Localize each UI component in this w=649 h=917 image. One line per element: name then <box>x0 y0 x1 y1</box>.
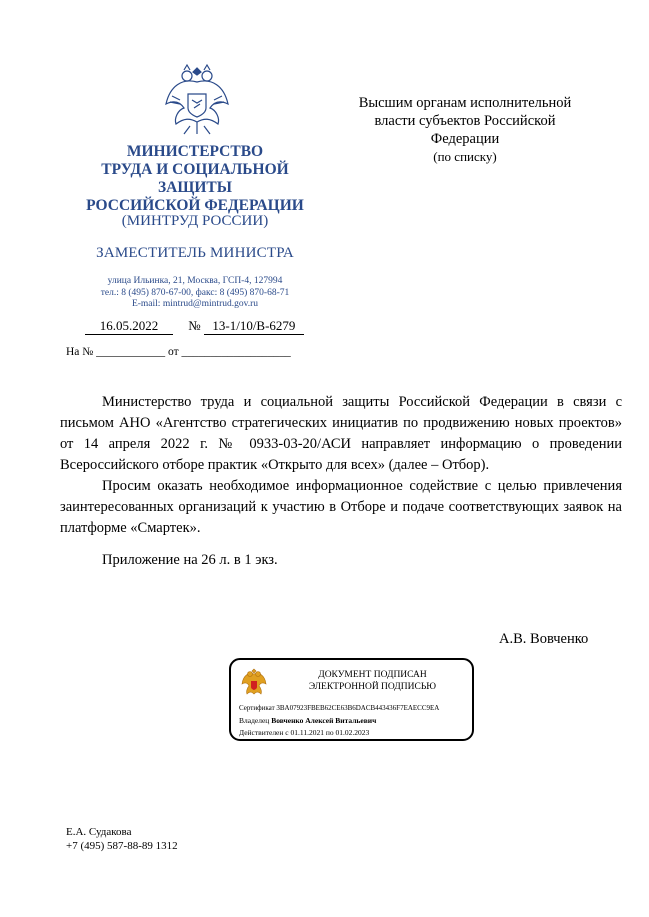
owner-label: Владелец <box>239 716 270 725</box>
stamp-title-line: ДОКУМЕНТ ПОДПИСАН <box>318 670 427 680</box>
body-paragraph: Министерство труда и социальной защиты Российской Федерации в связи с письмом АНО «Агентство стратегических инициатив по продвижению новых проектов» от 14 апреля 2022 г. № 0933-03-20/АСИ направляет информацию о проведении Всероссийского отборе практик «Открыто для всех» (далее – Отбор). <box>60 394 622 473</box>
ministry-line: ЗАЩИТЫ <box>157 179 232 196</box>
signer-name: А.В. Вовченко <box>499 631 589 647</box>
stamp-owner <box>239 716 376 725</box>
number-label: № <box>188 318 201 333</box>
valid-to-date: 01.02.2023 <box>335 728 370 737</box>
ministry-address <box>60 276 330 311</box>
addressee-note: (по списку) <box>433 149 497 164</box>
address-line: улица Ильинка, 21, Москва, ГСП-4, 127994 <box>107 276 283 286</box>
certificate-label: Сертификат <box>239 704 275 712</box>
address-line: тел.: 8 (495) 870-67-00, факс: 8 (495) 870-68-71 <box>100 287 290 298</box>
ministry-line: ТРУДА И СОЦИАЛЬНОЙ <box>101 161 289 178</box>
valid-to-label: по <box>325 728 334 737</box>
russian-coat-of-arms-icon <box>240 668 268 700</box>
executor-info <box>66 826 178 853</box>
addressee-line: Высшим органам исполнительной <box>358 95 572 111</box>
document-date: 16.05.2022 <box>85 318 173 335</box>
reference-line: На № ____________ от ___________________ <box>66 346 291 358</box>
body-paragraph: Просим оказать необходимое информационное содействие с целью привлечения заинтересованных организаций к участию в Отборе и подаче соответствующих заявок на платформе «Смартек». <box>60 478 622 536</box>
electronic-signature-stamp <box>229 658 474 741</box>
stamp-title <box>275 669 470 693</box>
addressee-line: власти субъектов Российской <box>374 113 556 129</box>
stamp-title-line: ЭЛЕКТРОННОЙ ПОДПИСЬЮ <box>308 682 437 692</box>
document-number: 13-1/10/В-6279 <box>204 318 304 335</box>
deputy-minister-title: ЗАМЕСТИТЕЛЬ МИНИСТРА <box>96 245 294 261</box>
owner-value: Вовченко Алексей Витальевич <box>271 716 377 725</box>
certificate-value: 3BA07923FBEB62CE63B6DACB443436F7EAECC9EA <box>276 704 440 712</box>
addressee-block <box>345 94 585 166</box>
letter-body <box>60 392 622 539</box>
valid-from-date: 01.11.2021 <box>290 728 324 737</box>
addressee-line: Федерации <box>430 131 500 147</box>
executor-name: Е.А. Судакова <box>66 826 132 838</box>
ministry-line: МИНИСТЕРСТВО <box>126 143 264 160</box>
ministry-name <box>60 143 330 215</box>
ministry-line: РОССИЙСКОЙ ФЕДЕРАЦИИ <box>86 197 304 214</box>
valid-label: Действителен <box>239 728 284 737</box>
executor-phone: +7 (495) 587-88-89 1312 <box>66 839 178 852</box>
attachment-note: Приложение на 26 л. в 1 экз. <box>102 552 278 568</box>
stamp-certificate <box>239 704 439 712</box>
address-line: E-mail: mintrud@mintrud.gov.ru <box>131 299 259 309</box>
valid-from-label: с <box>285 728 289 737</box>
ministry-short-name: (МИНТРУД РОССИИ) <box>121 213 269 229</box>
stamp-validity <box>239 728 369 737</box>
russian-coat-of-arms-icon <box>162 60 232 140</box>
registration-line <box>85 318 310 335</box>
